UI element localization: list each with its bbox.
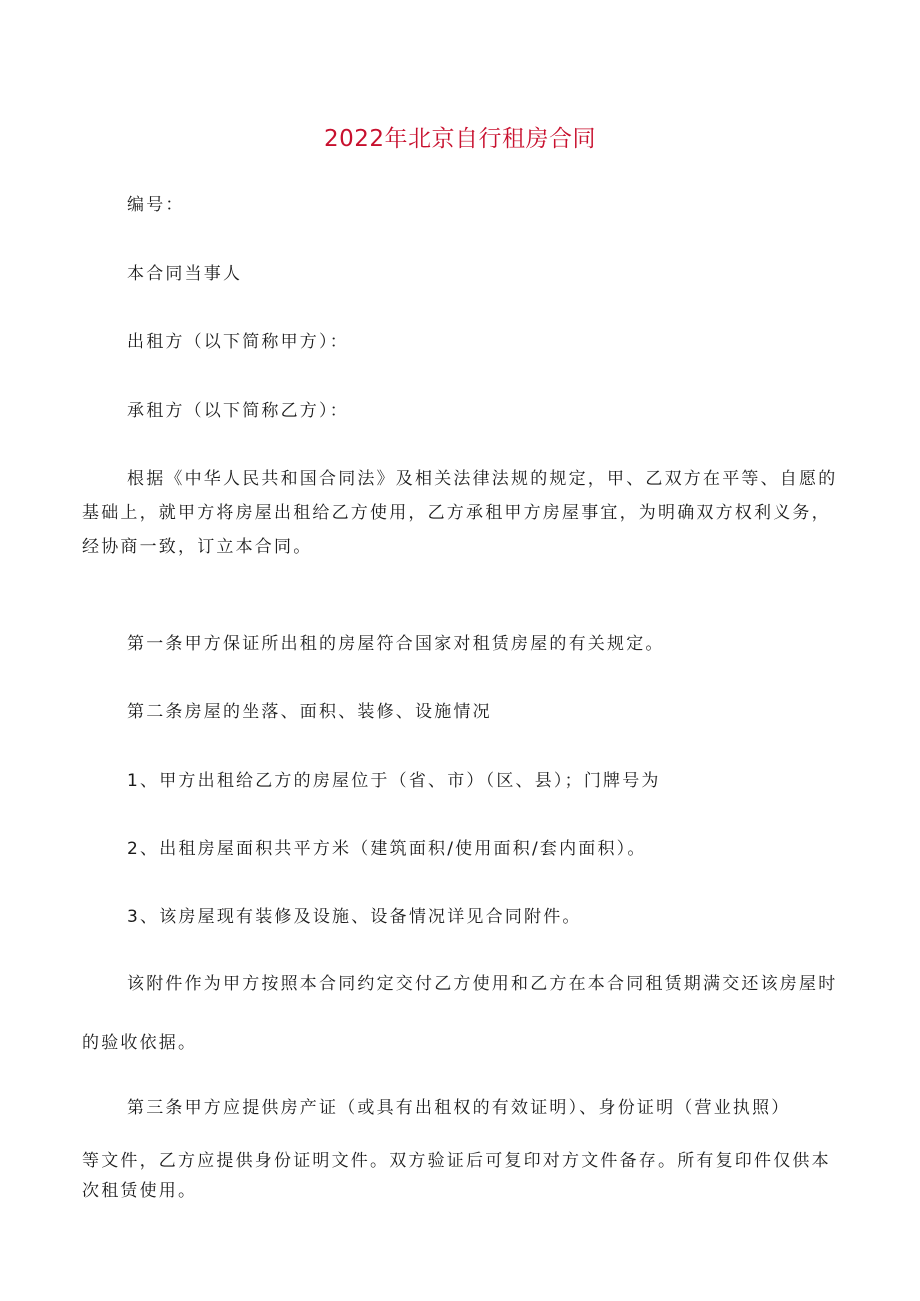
article-3-line-2: 等文件，乙方应提供身份证明文件。双方验证后可复印对方文件备存。所有复印件仅供本次租赁使用。 — [82, 1151, 831, 1201]
article-2-item-3: 3、该房屋现有装修及设施、设备情况详见合同附件。 — [127, 907, 582, 927]
article-2-item-1: 1、甲方出租给乙方的房屋位于（省、市）（区、县）；门牌号为 — [127, 771, 661, 791]
parties-heading: 本合同当事人 — [127, 264, 243, 284]
document-title: 2022年北京自行租房合同 — [323, 126, 597, 152]
article-1: 第一条甲方保证所出租的房屋符合国家对租赁房屋的有关规定。 — [127, 634, 665, 654]
article-3-line-1: 第三条甲方应提供房产证（或具有出租权的有效证明）、身份证明（营业执照） — [127, 1098, 791, 1118]
lessor-line: 出租方（以下简称甲方）： — [127, 332, 349, 352]
article-2-heading: 第二条房屋的坐落、面积、装修、设施情况 — [127, 702, 492, 722]
contract-number-label: 编号： — [127, 195, 185, 215]
lessee-line: 承租方（以下简称乙方）： — [127, 401, 349, 421]
preamble-paragraph: 根据《中华人民共和国合同法》及相关法律法规的规定，甲、乙双方在平等、自愿的基础上，就甲方将房屋出租给乙方使用，乙方承租甲方房屋事宜，为明确双方权利义务，经协商一致，订立本合同。 — [82, 469, 838, 557]
article-2-item-2: 2、出租房屋面积共平方米（建筑面积/使用面积/套内面积）。 — [127, 839, 647, 859]
attachment-paragraph: 该附件作为甲方按照本合同约定交付乙方使用和乙方在本合同租赁期满交还该房屋时的验收依据。 — [82, 974, 838, 1053]
